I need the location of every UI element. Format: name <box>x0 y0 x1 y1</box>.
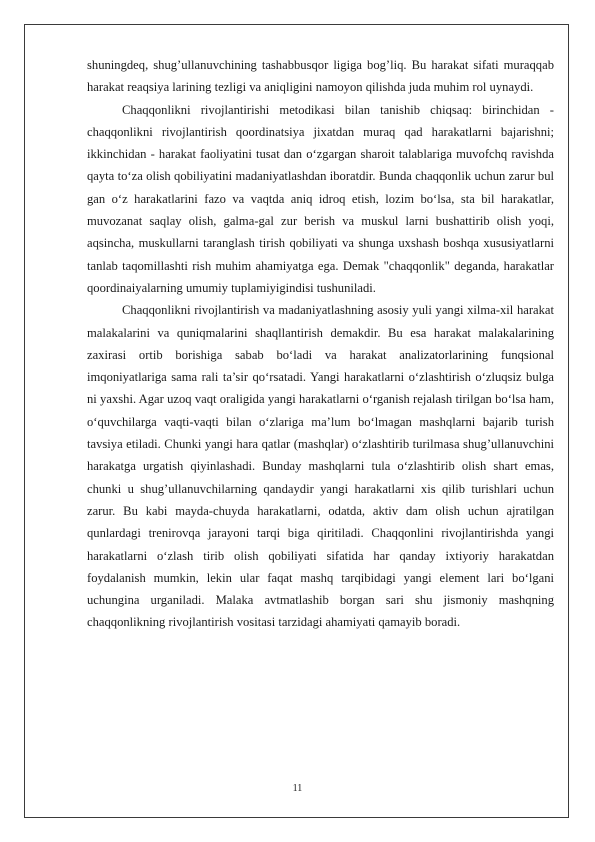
document-body <box>87 54 554 634</box>
paragraph-agility-development: Chaqqonlikni rivojlantirish va madaniyatlashning asosiy yuli yangi xilma-xil harakat malakalarini va quniqmalarini shaqllantirish demakdir. Bu esa harakat malakalarining zaxirasi ortib borishiga sabab bo‘ladi va harakat analizatorlarining funqsional imqoniyatlariga sama rali ta’sir qo‘rsatadi. Yangi harakatlarni o‘zlashtirish o‘zluqsiz bulga ni yaxshi. Agar uzoq vaqt oraligida yangi harakatlarni o‘rganish rejalash tirilgan bo‘lsa ham, o‘quvchilarga vaqti-vaqti bilan o‘zlariga ma’lum bo‘lmagan mashqlarni bajarib turish tavsiya etiladi. Chunki yangi hara qatlar (mashqlar) o‘zlashtirib turilmasa shug’ullanuvchini harakatga urgatish qiyinlashadi. Bunday mashqlarni tula o‘zlashtirib olish shart emas, chunki u shug’ullanuvchilarning qandaydir yangi harakatlarni xis qilib turishlari uchun zarur. Bu kabi mayda-chuyda harakatlarni, odatda, aktiv dam olish uchun ajratilgan qunlardagi trenirovqa jarayoni tarqi biga qiritiladi. Chaqqonlini rivojlantirishda yangi harakatlarni o‘zlash tirib olish qobiliyati sifatida har qanday ixtiyoriy harakatdan foydalanish mumkin, lekin ular faqat mashq tarqibidagi yangi element lari bo‘lgani uchungina urganiladi. Malaka avtmatlashib borgan sari shu jismoniy mashqning chaqqonlikning rivojlantirish vositasi tarzidagi ahamiyati qamayib boradi. <box>87 303 554 630</box>
paragraph-agility-methodology: Chaqqonlikni rivojlantirishi metodikasi bilan tanishib chiqsaq: birinchidan - chaqqonlikni rivojlantirish qoordinatsiya jixatdan muraq qad harakatlarni bajarishni; ikkinchidan - harakat faoliyatini tusat dan o‘zgargan sharoit talablariga muvofchq ravishda qayta to‘za olish qobiliyatini madaniyatlashdan iboratdir. Bunda chaqqonlik uchun zarur bul gan o‘z harakatlarini fazo va vaqtda aniq idroq etish, lozim bo‘lsa, sta bil harakatlar, muvozanat saqlay olish, galma-gal zur berish va muskul larni bushattirib olish yoqi, aqsincha, muskullarni taranglash tirish qobiliyati va shunga uxshash boshqa xususiyatlarni tanlab taqomillashti rish muhim ahamiyatga ega. Demak "chaqqonlik" deganda, harakatlar qoordinaiyalarning umumiy tuplamiyigindisi tushuniladi. <box>87 102 554 295</box>
paragraph-continuation: shuningdeq, shug’ullanuvchining tashabbusqor ligiga bog’liq. Bu harakat sifati muraqqab harakat reaqsiya larining tezligi va aniqligini namoyon qilishda juda muhim rol uynaydi. <box>87 58 554 95</box>
page-number: 11 <box>292 783 303 794</box>
